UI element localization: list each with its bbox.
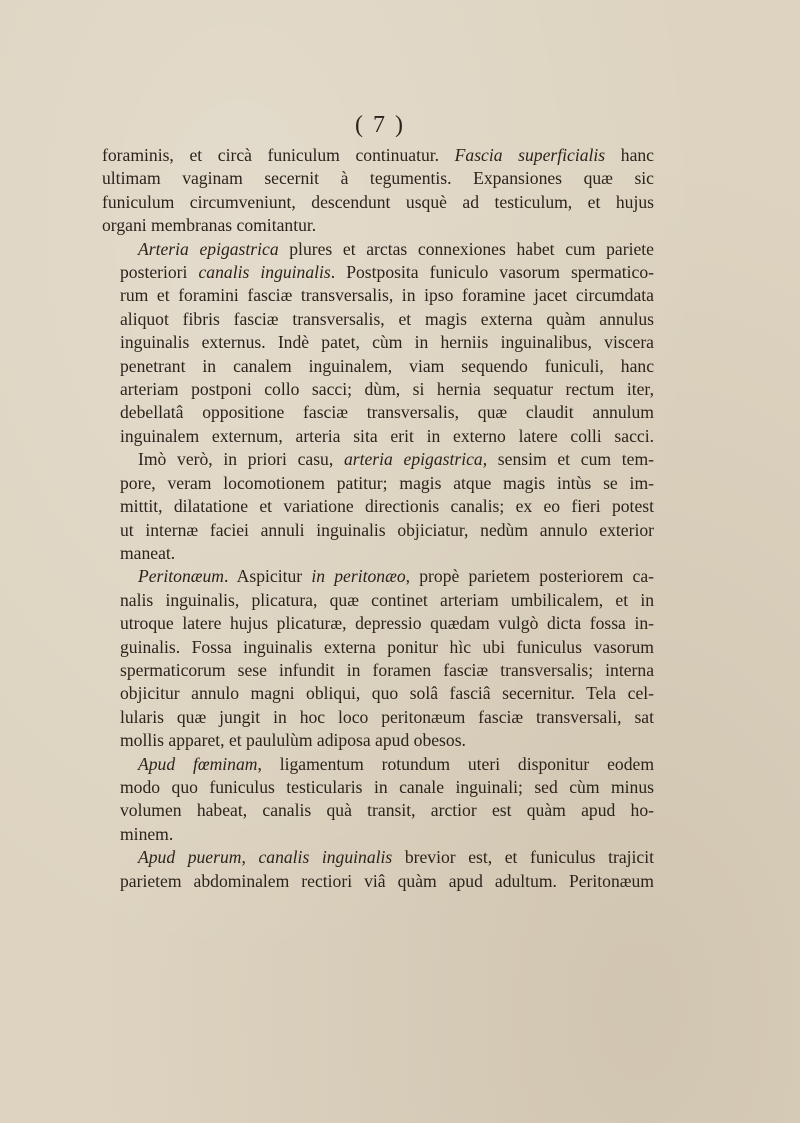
italic-text: arteria epigastrica <box>343 449 483 470</box>
page-number: ( 7 ) <box>355 112 405 138</box>
text-line <box>102 495 654 518</box>
italic-text: Arteria epigastrica <box>138 238 279 259</box>
italic-text: Peritonæum <box>138 566 225 587</box>
text-line <box>102 776 654 799</box>
paragraph <box>102 846 654 893</box>
text-segment: aliquot fibris fasciæ transversalis, et magis externa quàm annulus <box>120 308 654 329</box>
text-segment: maneat. <box>120 542 176 563</box>
text-line <box>102 636 654 659</box>
text-line <box>102 284 654 307</box>
italic-text: Fascia superficialis <box>454 145 606 165</box>
text-segment: funiculum circumveniunt, descendunt usquè ad testiculum, et hujus <box>102 191 654 212</box>
text-segment: plures et arctas connexiones habet cum pariete <box>278 238 654 259</box>
text-segment: organi membranas comitantur. <box>102 215 317 236</box>
text-line <box>102 589 654 612</box>
text-segment: ultimam vaginam secernit à tegumentis. Expansiones quæ sic <box>102 168 654 189</box>
text-segment: inguinalem externum, arteria sita erit in externo latere colli sacci. <box>120 425 654 446</box>
text-line <box>102 378 654 401</box>
text-line <box>102 870 654 893</box>
italic-text: in peritonæo <box>311 566 406 587</box>
text-segment: arteriam postponi collo sacci; dùm, si hernia sequatur rectum iter, <box>120 379 654 400</box>
text-line <box>102 214 654 237</box>
text-segment: Imò verò, in priori casu, <box>138 449 344 470</box>
text-segment: modo quo funiculus testicularis in canale inguinali; sed cùm minus <box>120 776 654 797</box>
text-line <box>102 519 654 542</box>
text-segment: posteriori <box>120 262 199 283</box>
text-line <box>102 542 654 565</box>
text-line <box>102 308 654 331</box>
italic-text: Apud fœminam <box>138 753 258 774</box>
text-segment: mollis apparet, et paululùm adiposa apud obesos. <box>120 730 466 751</box>
text-line <box>102 823 654 846</box>
text-segment: brevior est, et funiculus trajicit <box>392 847 655 868</box>
text-segment: . Aspicitur <box>224 566 312 587</box>
text-segment: guinalis. Fossa inguinalis externa ponitur hìc ubi funiculus vasorum <box>120 636 654 657</box>
text-segment: . Postposita funiculo vasorum spermatico- <box>330 262 655 283</box>
text-line <box>102 659 654 682</box>
paragraph <box>102 238 654 449</box>
text-segment: minem. <box>120 823 174 844</box>
text-line <box>102 425 654 448</box>
text-segment: , propè parietem posteriorem ca- <box>405 566 654 587</box>
text-line <box>102 612 654 635</box>
text-line <box>102 846 654 869</box>
text-segment: objicitur annulo magni obliqui, quo solâ fasciâ secernitur. Tela cel- <box>120 683 654 704</box>
text-segment: mittit, dilatatione et variatione directionis canalis; ex eo fieri potest <box>120 496 654 517</box>
text-segment: , sensim et cum tem- <box>482 449 655 470</box>
text-segment: rum et foramini fasciæ transversalis, in ipso foramine jacet circumdata <box>120 285 654 306</box>
text-line <box>102 355 654 378</box>
text-segment: spermaticorum sese infundit in foramen fasciæ transversalis; interna <box>120 659 654 680</box>
text-segment: inguinalis externus. Indè patet, cùm in herniis inguinalibus, viscera <box>120 332 654 353</box>
text-line <box>102 729 654 752</box>
text-line <box>102 238 654 261</box>
text-line <box>102 261 654 284</box>
italic-text: canalis inguinalis <box>198 262 331 283</box>
text-line <box>102 191 654 214</box>
paragraph <box>102 565 654 752</box>
text-line <box>102 167 654 190</box>
paragraph <box>102 448 654 565</box>
text-segment: utroque latere hujus plicaturæ, depressio quædam vulgò dicta fossa in- <box>120 613 654 634</box>
text-segment: lularis quæ jungit in hoc loco peritonæum fasciæ transversali, sat <box>120 706 654 727</box>
paragraph <box>102 753 654 847</box>
text-line <box>102 331 654 354</box>
italic-text: Apud puerum <box>138 847 242 868</box>
text-segment: parietem abdominalem rectiori viâ quàm apud adultum. Peritonæum <box>120 870 654 891</box>
text-line <box>102 753 654 776</box>
text-segment: hanc <box>605 145 654 165</box>
text-line <box>102 401 654 424</box>
text-segment: ut internæ faciei annuli inguinalis objiciatur, nedùm annulo exterior <box>120 519 654 540</box>
text-line <box>102 682 654 705</box>
text-segment: , ligamentum rotundum uteri disponitur eodem <box>257 753 655 774</box>
text-line <box>102 472 654 495</box>
italic-text: canalis inguinalis <box>258 847 393 868</box>
text-segment: pore, veram locomotionem patitur; magis atque magis intùs se im- <box>120 472 654 493</box>
body-text <box>102 144 654 893</box>
text-segment: nalis inguinalis, plicatura, quæ continet arteriam umbilicalem, et in <box>120 589 654 610</box>
text-segment: penetrant in canalem inguinalem, viam sequendo funiculi, hanc <box>120 355 654 376</box>
text-line <box>102 448 654 471</box>
text-line <box>102 706 654 729</box>
text-line <box>102 799 654 822</box>
text-line <box>102 565 654 588</box>
paragraph <box>102 144 654 238</box>
text-segment: volumen habeat, canalis quà transit, arctior est quàm apud ho- <box>120 800 654 821</box>
text-segment: , <box>241 847 259 868</box>
text-segment: debellatâ oppositione fasciæ transversalis, quæ claudit annulum <box>120 402 654 423</box>
text-line <box>102 144 654 167</box>
text-segment: foraminis, et circà funiculum continuatur. <box>102 145 455 165</box>
